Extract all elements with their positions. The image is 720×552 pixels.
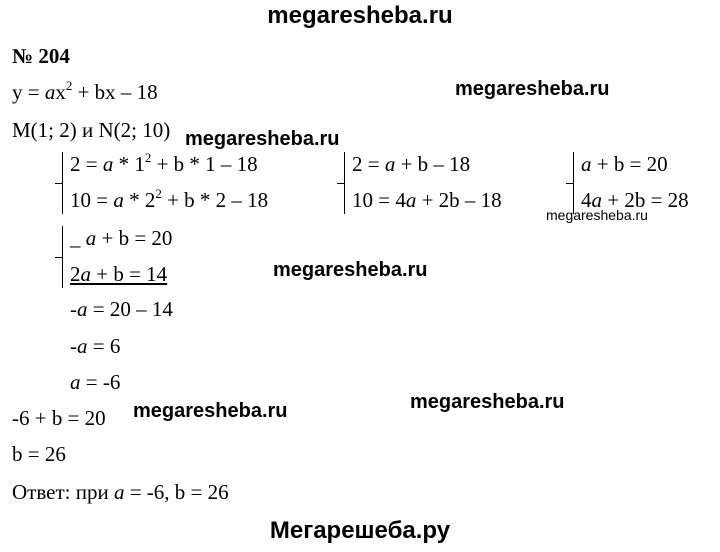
points-line: M(1; 2) и N(2; 10)	[12, 118, 171, 142]
watermark-bottom: Мегарешеба.ру	[269, 517, 451, 544]
system2-eq1: 2 = a + b – 18	[352, 152, 471, 176]
system4-brace	[62, 226, 63, 288]
watermark-2: megaresheba.ru	[185, 128, 340, 150]
system2-brace	[344, 152, 345, 214]
watermark-4: megaresheba.ru	[273, 259, 428, 281]
watermark-6: megaresheba.ru	[133, 400, 288, 422]
system3-eq2: 4a + 2b = 28	[581, 188, 689, 212]
problem-number: № 204	[12, 44, 70, 68]
system2-eq2: 10 = 4a + 2b – 18	[352, 188, 502, 212]
system1-brace	[62, 152, 63, 214]
watermark-5: megaresheba.ru	[410, 391, 565, 413]
system1-eq1: $2 = a * 1^2 + b * 1 - 18$	[70, 150, 258, 176]
step-3: a = -6	[70, 370, 121, 394]
watermark-1: megaresheba.ru	[455, 78, 610, 100]
system4-eq1: _ a + b = 20	[70, 226, 173, 250]
watermark-3: megaresheba.ru	[546, 207, 648, 223]
system3-eq1: a + b = 20	[581, 152, 668, 176]
step-5: b = 26	[12, 442, 66, 466]
step-4: -6 + b = 20	[12, 406, 106, 430]
system1-eq2: $10 = a * 2^2 + b * 2 - 18$	[70, 186, 269, 212]
watermark-top: megaresheba.ru	[267, 2, 453, 29]
step-1: -a = 20 – 14	[70, 297, 173, 321]
function-formula: $y = ax^2$ + bx – 18	[12, 78, 158, 104]
system4-eq2: 2a + b = 14	[70, 262, 168, 286]
system3-brace	[573, 152, 574, 214]
step-2: -a = 6	[70, 334, 121, 358]
answer-line: Ответ: при a = -6, b = 26	[12, 480, 229, 504]
